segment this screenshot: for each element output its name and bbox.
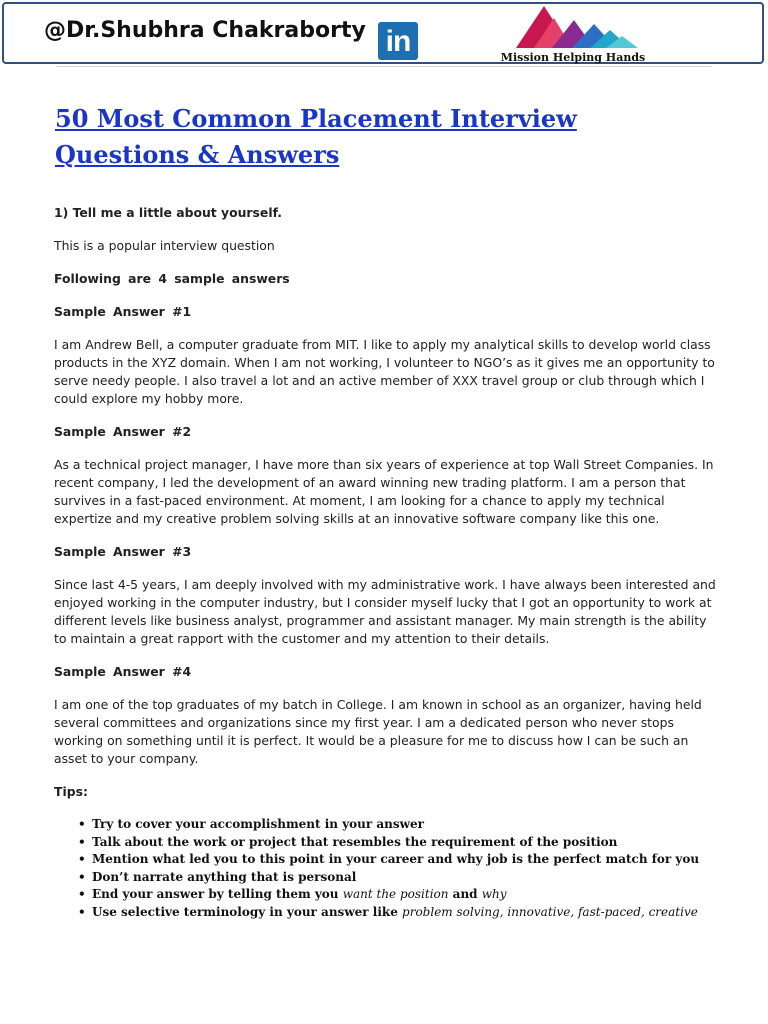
sample-4-text: I am one of the top graduates of my batch in College. I am known in school as an organizer, having held several committees and organizations since my first year. I am a dedicated person who never stops working on something until it is perfect. It would be a pleasure for me to discuss how I can be such an asset to your company. — [54, 697, 702, 766]
linkedin-icon[interactable]: in — [378, 22, 418, 60]
header-divider — [56, 66, 712, 67]
tip-item: • Try to cover your accomplishment in your answer — [78, 816, 720, 834]
bullet-icon: • — [78, 887, 86, 901]
sample-4-label: Sample Answer #4 — [54, 664, 192, 679]
sample-1-text: I am Andrew Bell, a computer graduate from MIT. I like to apply my analytical skills to develop world class products in the XYZ domain. When I am not working, I volunteer to NGO’s as it gives me an opportunity to serve needy people. I also travel a lot and an active member of XXX travel group or club through which I could explore my hobby more. — [54, 337, 715, 406]
tip-item: • Talk about the work or project that resembles the requirement of the position — [78, 834, 720, 852]
page-title — [55, 101, 675, 173]
tips-heading: Tips: — [54, 784, 88, 799]
tip-item: • Mention what led you to this point in your career and why job is the perfect match for you — [78, 851, 720, 869]
logo-caption: Mission Helping Hands — [500, 51, 646, 64]
bullet-icon: • — [78, 904, 86, 919]
tip-item: • Don’t narrate anything that is personal — [78, 869, 720, 887]
title-line-1: 50 Most Common Placement Interview — [55, 104, 577, 133]
title-line-2: Questions & Answers — [55, 140, 340, 169]
author-handle: @Dr.Shubhra Chakraborty — [44, 18, 366, 43]
sample-3-label: Sample Answer #3 — [54, 544, 192, 559]
samples-heading: Following are 4 sample answers — [54, 271, 290, 286]
bullet-icon: • — [78, 852, 86, 866]
tip-item: • End your answer by telling them you want the position and why — [78, 886, 720, 904]
bullet-icon: • — [78, 817, 86, 831]
tips-list — [54, 816, 720, 921]
sample-2-label: Sample Answer #2 — [54, 424, 192, 439]
question-heading: 1) Tell me a little about yourself. — [54, 205, 282, 220]
bullet-icon: • — [78, 869, 86, 884]
tip-item: • Use selective terminology in your answer like problem solving, innovative, fast-paced, creative — [78, 904, 720, 922]
bullet-icon: • — [78, 834, 86, 849]
intro-text: This is a popular interview question — [54, 238, 275, 253]
sample-1-label: Sample Answer #1 — [54, 304, 192, 319]
document-body — [54, 204, 720, 921]
sample-2-text: As a technical project manager, I have more than six years of experience at top Wall Street Companies. In recent company, I led the development of an award winning new trading platform. I am a person that survives in a fast-paced environment. At moment, I am looking for a chance to apply my technical expertize and my creative problem solving skills at an innovative software company like this one. — [54, 457, 714, 526]
sample-3-text: Since last 4-5 years, I am deeply involved with my administrative work. I have always been interested and enjoyed working in the computer industry, but I consider myself lucky that I got an opportunity to work at different levels like business analyst, programmer and assistant manager. My main strength is the ability to maintain a great rapport with the customer and my attention to their details. — [54, 577, 716, 646]
